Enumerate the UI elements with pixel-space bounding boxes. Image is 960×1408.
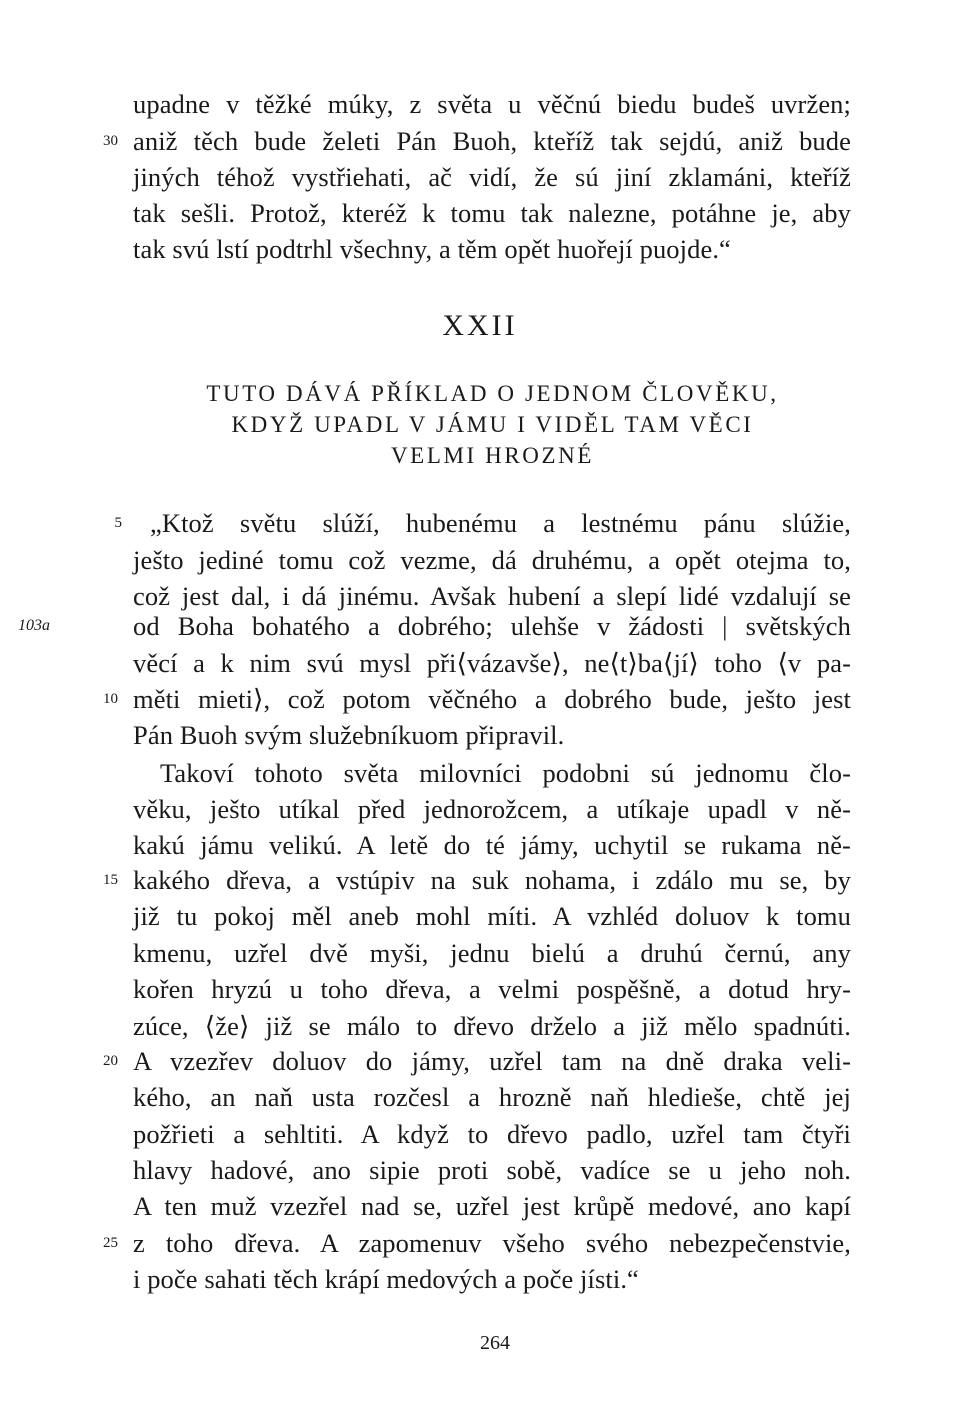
text-line: kořen hryzú u toho dřeva, a velmi pospěšně, a dotud hry-	[133, 974, 851, 1004]
text-line: kakú jámu velikú. A letě do té jámy, uchytil se rukama ně-	[133, 830, 851, 860]
line-number: 15	[103, 872, 118, 888]
line-number: 30	[103, 133, 118, 149]
text-line: kého, an naň usta rozčesl a hrozně naň hledieše, chtě jej	[133, 1082, 851, 1112]
text-line: kmenu, uzřel dvě myši, jednu bielú a druhú černú, any	[133, 938, 851, 968]
text-line: měti mieti⟩, což potom věčného a dobrého bude, ješto jest	[133, 684, 851, 714]
text-line: již tu pokoj měl aneb mohl míti. A vzhléd doluov k tomu	[133, 901, 851, 931]
text-line: ješto jediné tomu což vezme, dá druhému, a opět otejma to,	[133, 545, 851, 575]
text-line: věcí a k nim svú mysl při⟨vázavše⟩, ne⟨t⟩ba⟨jí⟩ toho ⟨v pa-	[133, 648, 851, 678]
chapter-heading-line: VELMI HROZNÉ	[390, 443, 595, 468]
text-line: tak sešli. Protož, kteréž k tomu tak nalezne, potáhne je, aby	[133, 198, 851, 228]
text-line: i poče sahati těch krápí medových a poče jísti.“	[133, 1264, 639, 1294]
chapter-number: XXII	[442, 309, 518, 342]
text-line: požřieti a sehltiti. A když to dřevo padlo, uzřel tam čtyři	[133, 1119, 851, 1149]
text-line: hlavy hadové, ano sipie proti sobě, vadíce se u jeho noh.	[133, 1155, 851, 1185]
text-line: upadne v těžké múky, z světa u věčnú biedu budeš uvržen;	[133, 89, 851, 119]
chapter-heading-line: TUTO DÁVÁ PŘÍKLAD O JEDNOM ČLOVĚKU,	[206, 381, 779, 406]
text-line: zúce, ⟨že⟩ již se málo to dřevo drželo a již mělo spadnúti.	[133, 1011, 851, 1041]
text-line: aniž těch bude želeti Pán Buoh, kteříž tak sejdú, aniž bude	[133, 126, 851, 156]
text-line: A ten muž vzezřel nad se, uzřel jest krůpě medové, ano kapí	[133, 1191, 851, 1221]
chapter-heading-line: KDYŽ UPADL V JÁMU I VIDĚL TAM VĚCI	[231, 412, 754, 437]
line-number: 20	[103, 1053, 118, 1069]
text-line: což jest dal, i dá jinému. Avšak hubení a slepí lidé vzdalují se	[133, 581, 851, 611]
text-line: A vzezřev doluov do jámy, uzřel tam na dně draka veli-	[133, 1046, 851, 1076]
text-line: věku, ješto utíkal před jednorožcem, a utíkaje upadl v ně-	[133, 794, 851, 824]
text-line: Pán Buoh svým služebníkuom připravil.	[133, 720, 565, 750]
text-line: kakého dřeva, a vstúpiv na suk nohama, i zdálo mu se, by	[133, 865, 851, 895]
text-line: tak svú lstí podtrhl všechny, a těm opět huořejí puojde.“	[133, 234, 731, 264]
text-line: od Boha bohatého a dobrého; ulehše v žádosti | světských	[133, 611, 851, 641]
text-line: Takoví tohoto světa milovníci podobni sú jednomu člo-	[160, 758, 851, 788]
text-line: „Ktož světu slúží, hubenému a lestnému pánu slúžie,	[150, 508, 851, 538]
line-number: 5	[114, 515, 122, 531]
line-number: 10	[103, 691, 118, 707]
page-number: 264	[480, 1332, 510, 1354]
folio-reference: 103a	[18, 617, 50, 634]
text-line: z toho dřeva. A zapomenuv všeho svého nebezpečenstvie,	[133, 1228, 851, 1258]
line-number: 25	[103, 1235, 118, 1251]
text-line: jiných téhož vystřiehati, ač vidí, že sú jiní zklamáni, kteříž	[133, 162, 851, 192]
